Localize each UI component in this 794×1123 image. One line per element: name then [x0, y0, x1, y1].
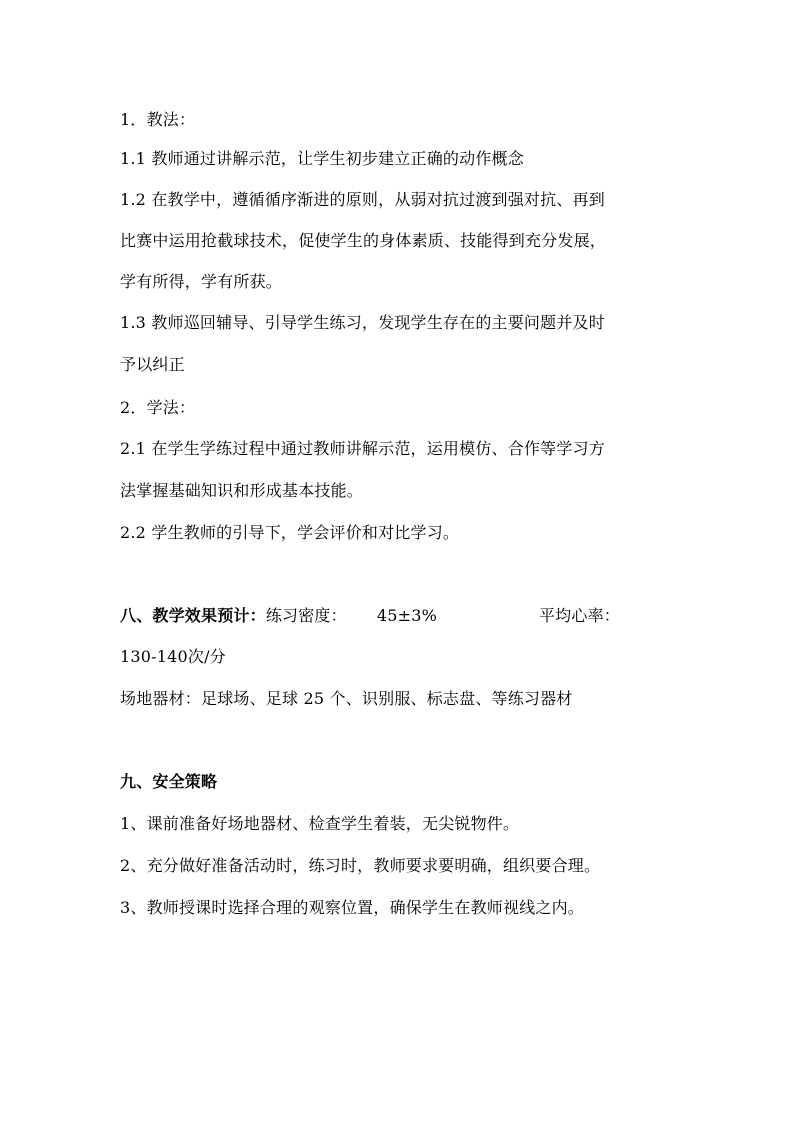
- learning-item-2-2: 2.2 学生教师的引导下，学会评价和对比学习。: [120, 523, 460, 542]
- safety-item-3: 3、教师授课时选择合理的观察位置，确保学生在教师视线之内。: [120, 898, 584, 917]
- teaching-item-1-2-line2: 比赛中运用抢截球技术，促使学生的身体素质、技能得到充分发展，: [120, 231, 607, 250]
- safety-item-1: 1、课前准备好场地器材、检查学生着装，无尖锐物件。: [120, 814, 520, 833]
- teaching-methods-heading: 1．教法：: [120, 110, 196, 129]
- teaching-item-1-2-line3: 学有所得，学有所获。: [120, 272, 283, 291]
- learning-methods-heading: 2．学法：: [120, 398, 196, 417]
- learning-item-2-1-line1: 2.1 在学生学练过程中通过教师讲解示范，运用模仿、合作等学习方: [120, 439, 605, 458]
- expected-effect-heading: 八、教学效果预计：: [120, 606, 266, 625]
- heart-rate-label: 平均心率：: [538, 606, 620, 625]
- equipment-line: 场地器材：足球场、足球 25 个、识别服、标志盘、等练习器材: [120, 689, 573, 708]
- expected-effect-row: [120, 604, 620, 628]
- heart-rate-value: 130-140次/分: [120, 647, 226, 666]
- teaching-item-1-2-line1: 1.2 在教学中，遵循循序渐进的原则，从弱对抗过渡到强对抗、再到: [120, 190, 605, 209]
- density-label: 练习密度：: [265, 606, 347, 625]
- learning-item-2-1-line2: 法掌握基础知识和形成基本技能。: [120, 481, 364, 500]
- safety-heading: 九、安全策略: [120, 772, 218, 791]
- teaching-item-1-3-line2: 予以纠正: [120, 355, 185, 374]
- teaching-item-1-3-line1: 1.3 教师巡回辅导、引导学生练习，发现学生存在的主要问题并及时: [120, 313, 605, 332]
- teaching-item-1-1: 1.1 教师通过讲解示范，让学生初步建立正确的动作概念: [120, 149, 524, 168]
- density-value: 45±3%: [376, 606, 437, 625]
- safety-item-2: 2、充分做好准备活动时，练习时，教师要求要明确，组织要合理。: [120, 856, 601, 875]
